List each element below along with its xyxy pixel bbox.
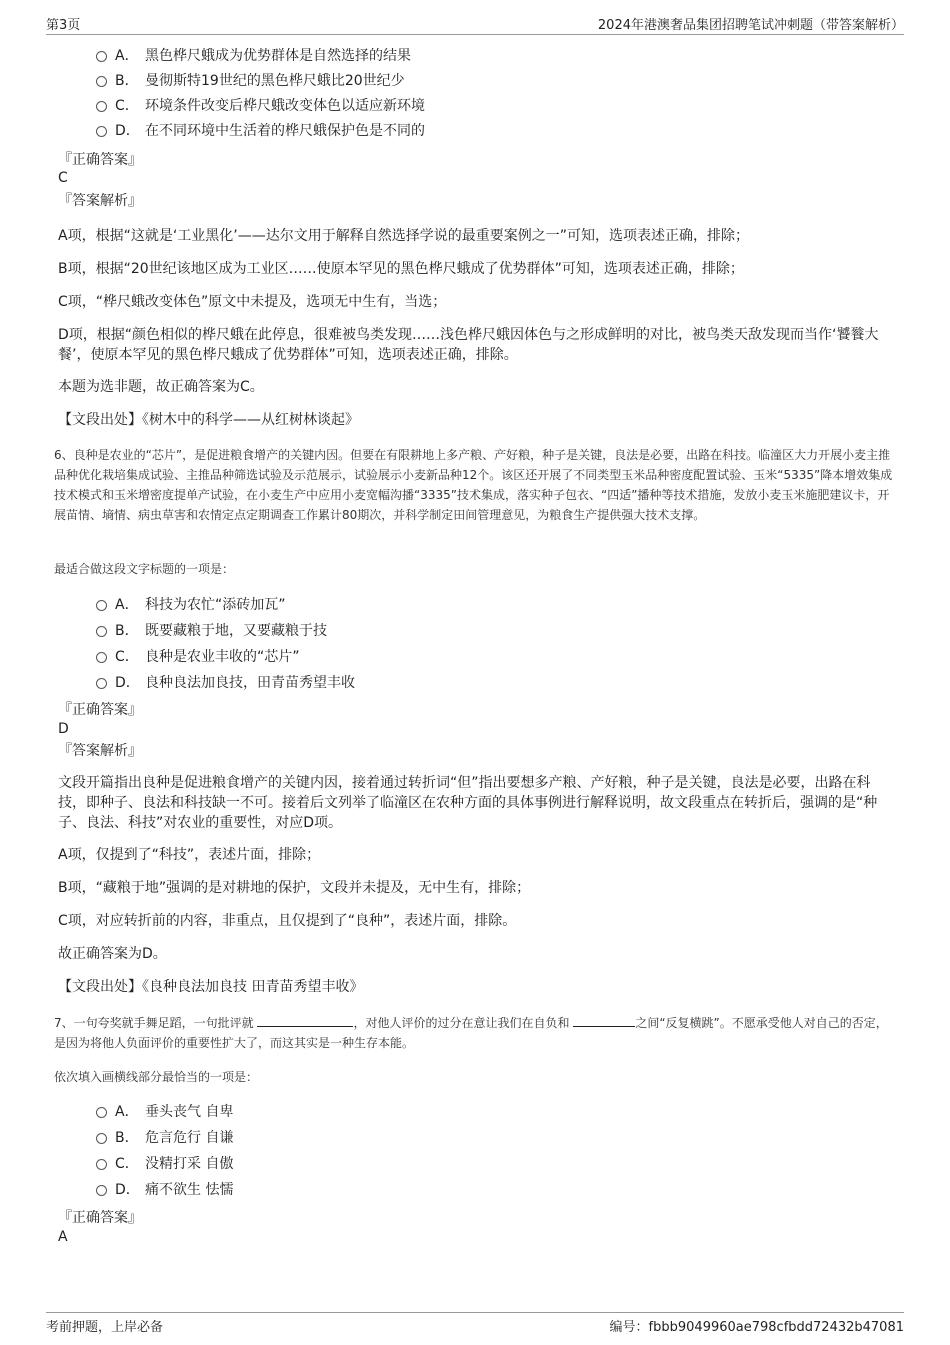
q6-option-a[interactable]: A． 科技为农忙“添砖加瓦”	[96, 595, 286, 615]
document-title: 2024年港澳奢品集团招聘笔试冲刺题（带答案解析）	[597, 18, 904, 33]
radio-icon[interactable]	[96, 1107, 107, 1118]
q5-analysis-b: B项，根据“20世纪该地区成为工业区……使原本罕见的黑色桦尺蛾成了优势群体”可知，选项表述正确，排除；	[58, 261, 744, 277]
q5-option-d[interactable]: D． 在不同环境中生活着的桦尺蛾保护色是不同的	[96, 121, 425, 141]
q5-source: 【文段出处】《树木中的科学——从红树林谈起》	[58, 412, 359, 428]
q6-option-d[interactable]: D． 良种良法加良技，田青苗秀望丰收	[96, 673, 355, 693]
q7-prompt: 依次填入画横线部分最恰当的一项是：	[54, 1070, 259, 1084]
q7-option-c[interactable]: C． 没精打采 自傲	[96, 1154, 233, 1174]
q5-option-a[interactable]: A． 黑色桦尺蛾成为优势群体是自然选择的结果	[96, 46, 411, 66]
page-header	[46, 14, 904, 35]
footer-slogan: 考前押题，上岸必备	[46, 1320, 164, 1335]
radio-icon[interactable]	[96, 678, 107, 689]
q6-analysis-a: A项，仅提到了“科技”，表述片面，排除；	[58, 847, 321, 863]
radio-icon[interactable]	[96, 76, 107, 87]
q5-analysis-d: D项，根据“颜色相似的桦尺蛾在此停息，很难被鸟类发现……浅色桦尺蛾因体色与之形成鲜明的对比，被鸟类天敌发现而当作‘饕餮大餐’，使原本罕见的黑色桦尺蛾成了优势群体”可知，选项表述正确，排除。	[58, 327, 879, 363]
radio-icon[interactable]	[96, 600, 107, 611]
q5-answer: C	[58, 170, 68, 186]
q6-analysis-main: 文段开篇指出良种是促进粮食增产的关键内因，接着通过转折词“但”指出要想多产粮、产好粮，种子是关键，良法是必要，出路在科技，即种子、良法和科技缺一不可。接着后文列举了临潼区在农种方面的具体事例进行解释说明，故文段重点在转折后，强调的是“种子、良法、科技”对农业的重要性，对应D项。	[58, 775, 878, 831]
blank-1[interactable]	[257, 1014, 353, 1027]
q6-analysis-b: B项，“藏粮于地”强调的是对耕地的保护，文段并未提及，无中生有，排除；	[58, 880, 531, 896]
q6-analysis-c: C项，对应转折前的内容，非重点，且仅提到了“良种”，表述片面，排除。	[58, 913, 517, 929]
blank-2[interactable]	[573, 1014, 635, 1027]
q6-option-c[interactable]: C． 良种是农业丰收的“芯片”	[96, 647, 300, 667]
q6-answer: D	[58, 721, 69, 737]
q6-option-b[interactable]: B． 既要藏粮于地，又要藏粮于技	[96, 621, 327, 641]
q6-answer-label: 『正确答案』	[58, 702, 142, 718]
q7-option-b[interactable]: B． 危言危行 自谦	[96, 1128, 233, 1148]
radio-icon[interactable]	[96, 126, 107, 137]
q6-prompt: 最适合做这段文字标题的一项是：	[54, 562, 235, 576]
document-code: 编号：fbbb9049960ae798cfbdd72432b47081	[609, 1320, 904, 1335]
q5-conclusion: 本题为选非题，故正确答案为C。	[58, 379, 264, 395]
q5-answer-label: 『正确答案』	[58, 152, 142, 168]
radio-icon[interactable]	[96, 1159, 107, 1170]
q5-option-b[interactable]: B． 曼彻斯特19世纪的黑色桦尺蛾比20世纪少	[96, 71, 405, 91]
q5-analysis-a: A项，根据“这就是‘工业黑化’——达尔文用于解释自然选择学说的最重要案例之一”可知，选项表述正确，排除；	[58, 228, 749, 244]
radio-icon[interactable]	[96, 626, 107, 637]
q5-option-c[interactable]: C． 环境条件改变后桦尺蛾改变体色以适应新环境	[96, 96, 425, 116]
q7-answer: A	[58, 1229, 68, 1245]
q6-conclusion: 故正确答案为D。	[58, 946, 167, 962]
radio-icon[interactable]	[96, 51, 107, 62]
q7-stem: 7、一句夸奖就手舞足蹈，一句批评就 ，对他人评价的过分在意让我们在自负和 之间“反复横跳”。不愿承受他人对自己的否定，是因为将他人负面评价的重要性扩大了，而这其实是一种生存本能。	[54, 1016, 888, 1050]
page-number: 第3页	[46, 18, 81, 33]
radio-icon[interactable]	[96, 1133, 107, 1144]
q7-option-a[interactable]: A． 垂头丧气 自卑	[96, 1102, 233, 1122]
radio-icon[interactable]	[96, 101, 107, 112]
q6-source: 【文段出处】《良种良法加良技 田青苗秀望丰收》	[58, 979, 364, 995]
q5-analysis-c: C项，“桦尺蛾改变体色”原文中未提及，选项无中生有，当选；	[58, 294, 447, 310]
q6-analysis-label: 『答案解析』	[58, 743, 142, 759]
q6-stem: 6、良种是农业的“芯片”，是促进粮食增产的关键内因。但要在有限耕地上多产粮、产好粮，种子是关键，良法是必要，出路在科技。临潼区大力开展小麦主推品种优化栽培集成试验、主推品种筛选试验及示范展示，试验展示小麦新品种12个。该区还开展了不同类型玉米品种密度配置试验、玉米“5335”降本增效集成技术模式和玉米增密度提单产试验，在小麦生产中应用小麦宽幅沟播“3335”技术集成，落实种子包衣、“四适”播种等技术措施，发放小麦玉米施肥建议卡，开展苗情、墒情、病虫草害和农情定点定期调查工作累计80期次，并科学制定田间管理意见，为粮食生产提供强大技术支撑。	[54, 448, 893, 522]
q7-answer-label: 『正确答案』	[58, 1210, 142, 1226]
page-footer	[46, 1312, 904, 1335]
q5-analysis-label: 『答案解析』	[58, 193, 142, 209]
radio-icon[interactable]	[96, 1185, 107, 1196]
q7-option-d[interactable]: D． 痛不欲生 怯懦	[96, 1180, 233, 1200]
radio-icon[interactable]	[96, 652, 107, 663]
